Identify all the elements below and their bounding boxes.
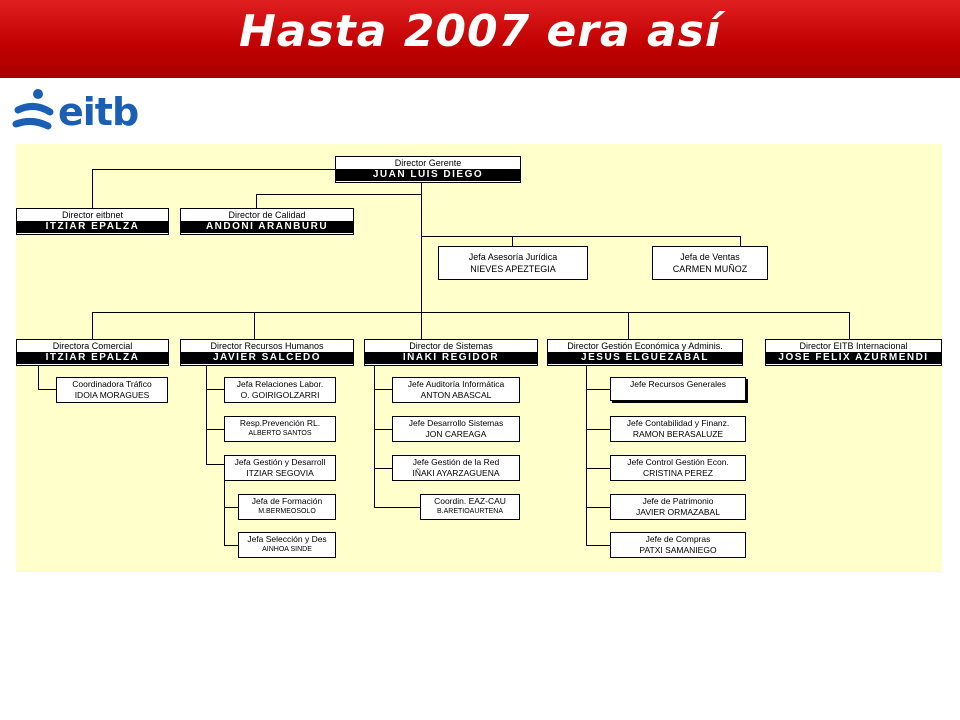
org-role: Director Recursos Humanos xyxy=(210,341,324,351)
org-box-gerente xyxy=(335,156,521,183)
org-role: Jefe de Patrimonio xyxy=(642,496,714,506)
org-role: Jefa Gestión y Desarroll xyxy=(234,457,326,467)
org-box-eaz-cau xyxy=(420,494,520,520)
connector-line xyxy=(374,468,392,469)
org-role: Director eitbnet xyxy=(61,210,124,220)
org-box-patrimonio xyxy=(610,494,746,520)
logo-text: eitb xyxy=(58,90,139,134)
connector-line xyxy=(421,182,422,342)
org-role: Director Gerente xyxy=(394,158,462,168)
connector-line xyxy=(586,429,610,430)
connector-line xyxy=(206,389,224,390)
org-role: Director Gestión Económica y Adminis. xyxy=(567,341,723,351)
slide-title: Hasta 2007 era así xyxy=(238,6,722,57)
connector-line xyxy=(849,312,850,339)
org-name: M.BERMEOSOLO xyxy=(258,508,316,515)
connector-line xyxy=(586,545,610,546)
org-name: ANDONI ARANBURU xyxy=(181,221,353,233)
org-box-formacion xyxy=(238,494,336,520)
connector-line xyxy=(586,507,610,508)
title-banner xyxy=(0,0,960,78)
org-role: Jefe Contabilidad y Finanz. xyxy=(626,418,730,428)
connector-line xyxy=(92,169,93,208)
org-name: ITZIAR EPALZA xyxy=(17,352,168,364)
org-box-economica xyxy=(547,339,743,366)
org-box-prevencion xyxy=(224,416,336,442)
org-role: Resp.Prevención RL. xyxy=(239,418,321,428)
org-name: B.ARETIOAURTENA xyxy=(437,508,503,515)
org-box-sistemas xyxy=(364,339,538,366)
connector-line xyxy=(206,464,224,465)
connector-line xyxy=(256,194,257,208)
org-name: CRISTINA PEREZ xyxy=(643,468,713,478)
org-box-control-gestion xyxy=(610,455,746,481)
connector-line xyxy=(374,389,392,390)
connector-line xyxy=(38,366,39,390)
org-role: Director de Calidad xyxy=(228,210,306,220)
org-name: JAVIER SALCEDO xyxy=(181,352,353,364)
connector-line xyxy=(374,429,392,430)
connector-line xyxy=(254,312,255,339)
connector-line xyxy=(92,169,335,170)
org-box-trafico xyxy=(56,377,168,403)
org-box-internacional xyxy=(765,339,942,366)
connector-line xyxy=(224,476,225,546)
org-role: Director EITB Internacional xyxy=(799,341,908,351)
org-box-auditoria xyxy=(392,377,520,403)
connector-line xyxy=(224,545,238,546)
org-box-gestion-desarrollo xyxy=(224,455,336,481)
org-name: JAVIER ORMAZABAL xyxy=(636,507,720,517)
connector-line xyxy=(92,312,850,313)
org-name: NIEVES APEZTEGIA xyxy=(470,264,556,274)
org-chart xyxy=(16,144,942,572)
connector-line xyxy=(586,366,587,546)
connector-line xyxy=(374,366,375,508)
eitb-logo xyxy=(0,78,155,146)
connector-line xyxy=(740,236,741,246)
org-name: JESUS ELGUEZABAL xyxy=(548,352,742,364)
connector-line xyxy=(586,389,610,390)
org-box-rrhh xyxy=(180,339,354,366)
org-box-compras xyxy=(610,532,746,558)
org-box-relaciones xyxy=(224,377,336,403)
org-role: Coordin. EAZ-CAU xyxy=(434,496,506,506)
connector-line xyxy=(206,429,224,430)
connector-line xyxy=(92,312,93,339)
org-role: Jefe Control Gestión Econ. xyxy=(627,457,729,467)
org-role: Jefa de Formación xyxy=(251,496,323,506)
org-name: JON CAREAGA xyxy=(425,429,487,439)
org-name: RAMON BERASALUZE xyxy=(632,429,724,439)
org-role: Coordinadora Tráfico xyxy=(72,379,152,389)
org-role: Jefe Desarrollo Sistemas xyxy=(408,418,504,428)
org-role: Jefa Asesoría Jurídica xyxy=(468,252,558,262)
connector-line xyxy=(224,507,238,508)
connector-line xyxy=(256,194,421,195)
org-role: Jefa Relaciones Labor. xyxy=(236,379,324,389)
org-box-contabilidad xyxy=(610,416,746,442)
connector-line xyxy=(206,366,207,464)
org-box-juridica xyxy=(438,246,588,280)
org-role: Directora Comercial xyxy=(52,341,133,351)
org-role: Director de Sistemas xyxy=(409,341,493,351)
org-box-ventas xyxy=(652,246,768,280)
org-name: PATXI SAMANIEGO xyxy=(639,545,717,555)
org-name: JUAN LUIS DIEGO xyxy=(336,169,520,181)
org-name: ITZIAR SEGOVIA xyxy=(246,468,314,478)
org-box-calidad xyxy=(180,208,354,235)
org-name: IDOIA MORAGUES xyxy=(74,390,150,400)
org-box-comercial xyxy=(16,339,169,366)
org-name: IÑAKI AYARZAGUENA xyxy=(412,468,500,478)
connector-line xyxy=(628,312,629,339)
org-name: ANTON ABASCAL xyxy=(420,390,492,400)
org-box-recursos-generales xyxy=(610,377,746,401)
org-name: IÑAKI REGIDOR xyxy=(365,352,537,364)
org-box-desarrollo-sistemas xyxy=(392,416,520,442)
org-name: O. GOIRIGOLZARRI xyxy=(240,390,320,400)
org-name: ITZIAR EPALZA xyxy=(17,221,168,233)
org-role: Jefe Recursos Generales xyxy=(630,379,726,389)
org-role: Jefe de Compras xyxy=(645,534,711,544)
org-role: Jefa Selección y Des xyxy=(247,534,327,544)
org-role: Jefa de Ventas xyxy=(680,252,740,262)
org-box-seleccion xyxy=(238,532,336,558)
connector-line xyxy=(374,507,420,508)
connector-line xyxy=(38,389,56,390)
org-name: JOSE FELIX AZURMENDI xyxy=(766,352,941,364)
connector-line xyxy=(512,236,513,246)
connector-line xyxy=(421,236,741,237)
org-name: CARMEN MUÑOZ xyxy=(672,264,748,274)
org-box-eitbnet xyxy=(16,208,169,235)
org-role: Jefe Auditoría Informática xyxy=(407,379,505,389)
org-name: AINHOA SINDE xyxy=(262,546,312,553)
org-role: Jefe Gestión de la Red xyxy=(412,457,500,467)
org-name: ALBERTO SANTOS xyxy=(248,430,312,437)
connector-line xyxy=(586,468,610,469)
org-box-red xyxy=(392,455,520,481)
